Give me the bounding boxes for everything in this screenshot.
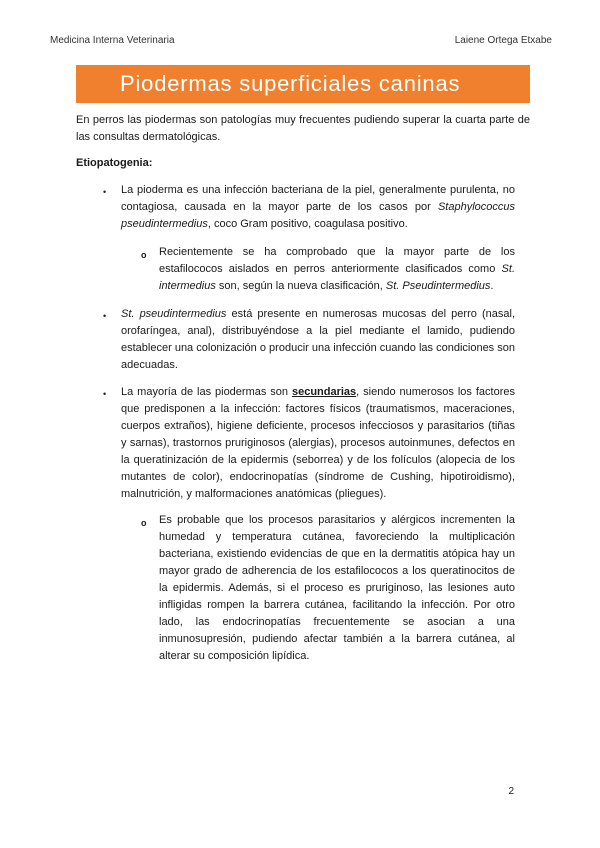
bullet-marker: •	[103, 311, 107, 321]
bullet-2-text	[121, 306, 515, 374]
bullet-marker: •	[103, 187, 107, 197]
bullet-2-species: St. pseudintermedius	[121, 308, 227, 320]
bullet-3-part-b: , siendo numerosos los factores que predisponen a la infección: factores físicos (traumatismos, maceraciones, cuerpos extraños), higiene deficiente, procesos infecciosos y parasitarios (tiñas y sarnas), trastornos pruriginosos (alergias), procesos autoinmunes, defectos en la queratinización de la epidermis (seborrea) y de los folículos (alopecia de los mutantes de color), endocrinopatías (síndrome de Cushing, hipotiroidismo), malnutrición, y malformaciones anatómicas (pliegues).	[121, 386, 515, 500]
sub-bullet-marker: o	[141, 518, 147, 528]
sub-bullet-1-species-a: St. intermedius	[159, 263, 515, 292]
bullet-2-part-a: está presente en numerosas mucosas del perro (nasal, orofaríngea, anal), distribuyéndose a la piel mediante el lamido, pudiendo establecer una colonización o producir una infección cuando las condiciones son adecuadas.	[121, 308, 515, 371]
sub-bullet-3-text	[159, 512, 515, 665]
bullet-3-text	[121, 384, 515, 503]
bullet-3-emphasis: secundarias	[291, 386, 357, 398]
intro-paragraph: En perros las piodermas son patologías muy frecuentes pudiendo superar la cuarta parte de las consultas dermatológicas.	[76, 114, 530, 143]
sub-bullet-1-species-b: St. Pseudintermedius	[385, 280, 491, 292]
sub-bullet-1-part-c: .	[490, 280, 494, 292]
sub-bullet-1-part-b: son, según la nueva clasificación,	[215, 280, 386, 292]
bullet-1-text	[121, 182, 515, 233]
section-title: Etiopatogenia:	[76, 157, 153, 169]
page-number: 2	[508, 786, 514, 797]
bullet-1-part-a: La pioderma es una infección bacteriana de la piel, generalmente purulenta, no contagiosa, causada en la mayor parte de los casos por	[121, 184, 515, 213]
bullet-1-part-b: , coco Gram positivo, coagulasa positivo.	[207, 218, 408, 230]
sub-bullet-1-text	[159, 244, 515, 295]
sub-bullet-marker: o	[141, 250, 147, 260]
header-right: Laiene Ortega Etxabe	[454, 35, 552, 46]
bullet-1-species: Staphylococcus pseudintermedius	[121, 201, 515, 230]
sub-bullet-1-part-a: Recientemente se ha comprobado que la mayor parte de los estafilococos aislados en perros anteriormente clasificados como	[159, 246, 515, 275]
sub-bullet-3-part-a: Es probable que los procesos parasitarios y alérgicos incrementen la humedad y temperatura cutánea, favoreciendo la multiplicación bacteriana, existiendo evidencias de que en la dermatitis atópica hay un mayor grado de adherencia de los estafilococos a los queratinocitos de la epidermis. Además, si el proceso es pruriginoso, las lesiones auto infligidas rompen la barrera cutánea, facilitando la infección. Por otro lado, las endocrinopatías frecuentemente se asocian a una inmunosupresión, pudiendo afectar también a la barrera cutánea, al alterar su composición lipídica.	[159, 514, 515, 662]
bullet-3-part-a: La mayoría de las piodermas son	[121, 386, 292, 398]
header-left: Medicina Interna Veterinaria	[50, 35, 175, 46]
bullet-marker: •	[103, 389, 107, 399]
page-title: Piodermas superficiales caninas	[76, 65, 530, 103]
